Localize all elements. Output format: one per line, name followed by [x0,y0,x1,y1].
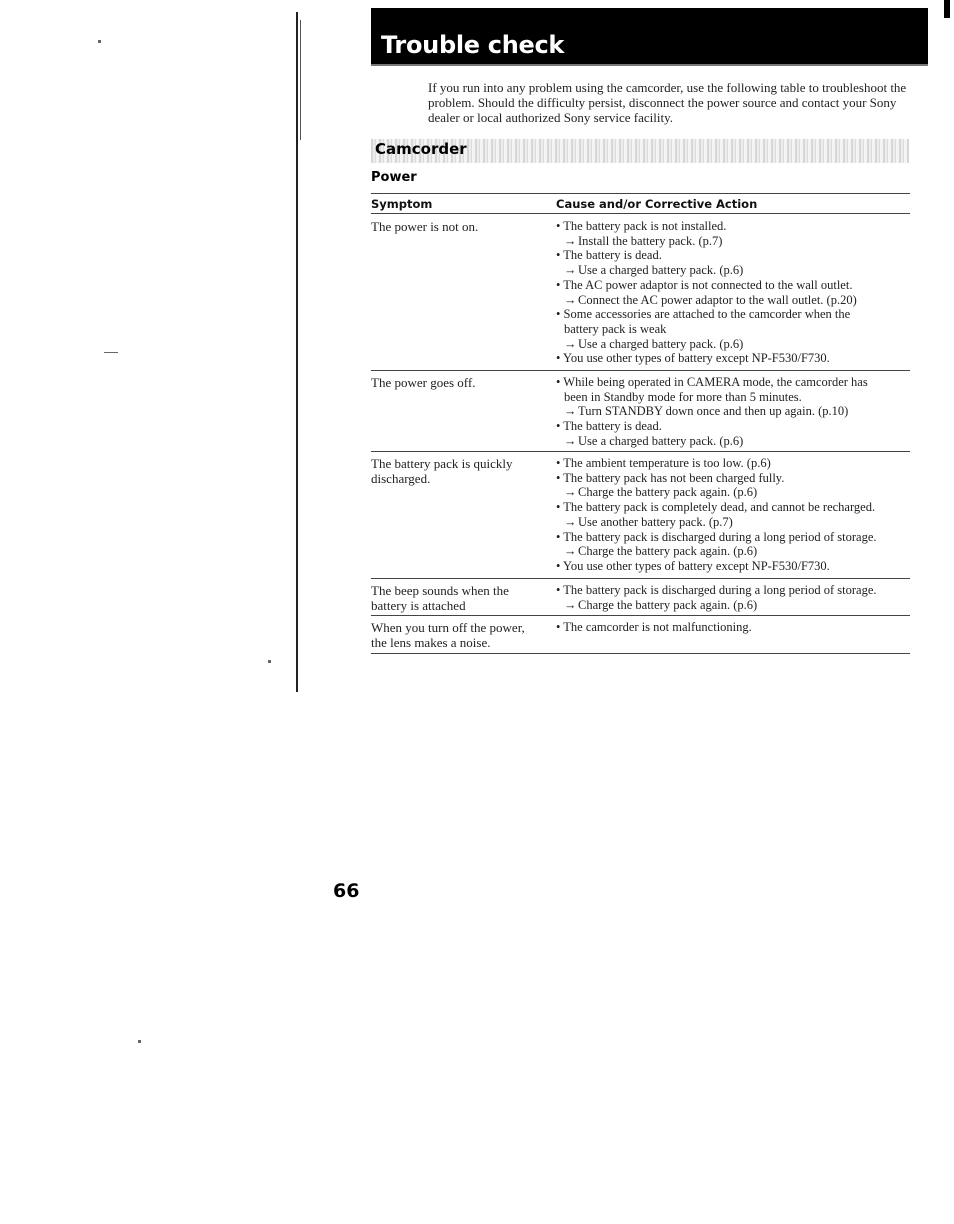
cause-line [556,456,916,471]
symptom-cell: When you turn off the power, the lens makes a noise. [371,620,525,650]
column-header-symptom: Symptom [371,197,433,211]
bullet-icon: • [556,307,564,322]
page-title: Trouble check [381,31,565,59]
line-text: While being operated in CAMERA mode, the camcorder has [563,375,868,389]
title-underline [371,64,928,66]
arrow-right-icon: → [564,233,577,248]
bullet-icon: • [556,375,564,389]
row-divider [371,578,910,579]
arrow-right-icon: → [564,597,577,612]
cause-line [556,278,916,293]
line-text: The battery pack is completely dead, and cannot be recharged. [563,500,876,515]
scan-speck [268,660,271,663]
cause-line [556,419,916,434]
arrow-right-icon: → [564,292,577,307]
row-divider [371,615,910,616]
action-line [556,598,916,613]
section-title: Camcorder [375,140,467,158]
intro-paragraph: If you run into any problem using the camcorder, use the following table to troubleshoot the problem. Should the difficulty persist, disconnect the power source and contact your Sony dealer or local authorized Sony service facility. [428,80,907,125]
scan-speck [98,40,101,43]
scan-speck [138,1040,141,1043]
cause-cell [556,620,916,635]
cause-line [556,559,916,574]
cause-cell [556,375,916,449]
bullet-icon: • [556,277,564,292]
arrow-right-icon: → [564,485,577,500]
action-line [556,263,916,278]
action-line [556,293,916,308]
line-text: You use other types of battery except NP-F530/F730. [563,351,830,366]
cause-line [556,583,916,598]
action-line [556,485,916,500]
symptom-cell: The power is not on. [371,219,479,234]
cause-cell [556,219,916,366]
line-text: Charge the battery pack again. (p.6) [578,485,758,500]
line-text: The battery pack is discharged during a long period of storage. [563,583,877,597]
line-text: Install the battery pack. (p.7) [578,233,723,248]
arrow-right-icon: → [564,336,577,351]
cause-line [556,375,916,390]
cause-cell [556,583,916,612]
line-text: The battery is dead. [563,419,662,434]
bullet-icon: • [556,351,564,366]
line-text: Use a charged battery pack. (p.6) [578,433,744,448]
line-text: The battery is dead. [563,248,662,263]
bullet-icon: • [556,419,564,434]
arrow-right-icon: → [564,514,577,529]
bullet-icon: • [556,583,564,597]
line-text: You use other types of battery except NP-F530/F730. [563,558,830,573]
row-divider [371,370,910,371]
line-text: Use a charged battery pack. (p.6) [578,263,744,278]
symptom-cell: The power goes off. [371,375,476,390]
line-text: The ambient temperature is too low. (p.6) [563,456,771,470]
cause-cell [556,456,916,574]
title-bar [371,8,928,64]
line-text: Charge the battery pack again. (p.6) [578,544,758,559]
symptom-cell: The battery pack is quickly discharged. [371,456,513,486]
cause-line [556,530,916,545]
bullet-icon: • [556,500,564,515]
table-header-rule [371,213,910,214]
row-divider [371,451,910,452]
line-text: Use a charged battery pack. (p.6) [578,336,744,351]
bullet-icon: • [556,529,564,544]
line-text: Some accessories are attached to the camcorder when the [563,307,851,322]
binding-line [296,12,298,692]
action-line [556,337,916,352]
arrow-right-icon: → [564,433,577,448]
scan-speck [104,352,118,353]
action-line [556,434,916,449]
line-text: The battery pack has not been charged fully. [563,470,785,485]
line-text: Turn STANDBY down once and then up again. (p.10) [578,404,849,419]
row-divider [371,653,910,654]
cause-line [556,351,916,366]
bullet-icon: • [556,558,564,573]
cause-line [556,471,916,486]
subsection-title: Power [371,170,417,185]
cause-line [556,620,916,635]
bullet-icon: • [556,248,564,263]
line-text: The AC power adaptor is not connected to the wall outlet. [563,277,853,292]
line-text: been in Standby mode for more than 5 minutes. [564,389,802,404]
cause-line [556,322,916,337]
bullet-icon: • [556,456,564,470]
column-header-cause: Cause and/or Corrective Action [556,197,758,211]
arrow-right-icon: → [564,544,577,559]
edge-mark [944,0,950,18]
line-text: The camcorder is not malfunctioning. [563,620,752,634]
symptom-cell: The beep sounds when the battery is attached [371,583,509,613]
cause-line [556,500,916,515]
table-top-rule [371,193,910,194]
bullet-icon: • [556,219,564,233]
bullet-icon: • [556,620,564,634]
bullet-icon: • [556,470,564,485]
line-text: Connect the AC power adaptor to the wall outlet. (p.20) [578,292,857,307]
arrow-right-icon: → [564,404,577,419]
line-text: The battery pack is not installed. [563,219,727,233]
page-number: 66 [333,880,360,902]
binding-shadow [300,20,301,140]
line-text: battery pack is weak [564,321,667,336]
action-line [556,404,916,419]
cause-line [556,248,916,263]
arrow-right-icon: → [564,263,577,278]
cause-line [556,219,916,234]
line-text: The battery pack is discharged during a long period of storage. [563,529,877,544]
line-text: Use another battery pack. (p.7) [578,514,733,529]
line-text: Charge the battery pack again. (p.6) [578,597,758,612]
cause-line [556,390,916,405]
cause-line [556,307,916,322]
action-line [556,515,916,530]
action-line [556,544,916,559]
action-line [556,234,916,249]
